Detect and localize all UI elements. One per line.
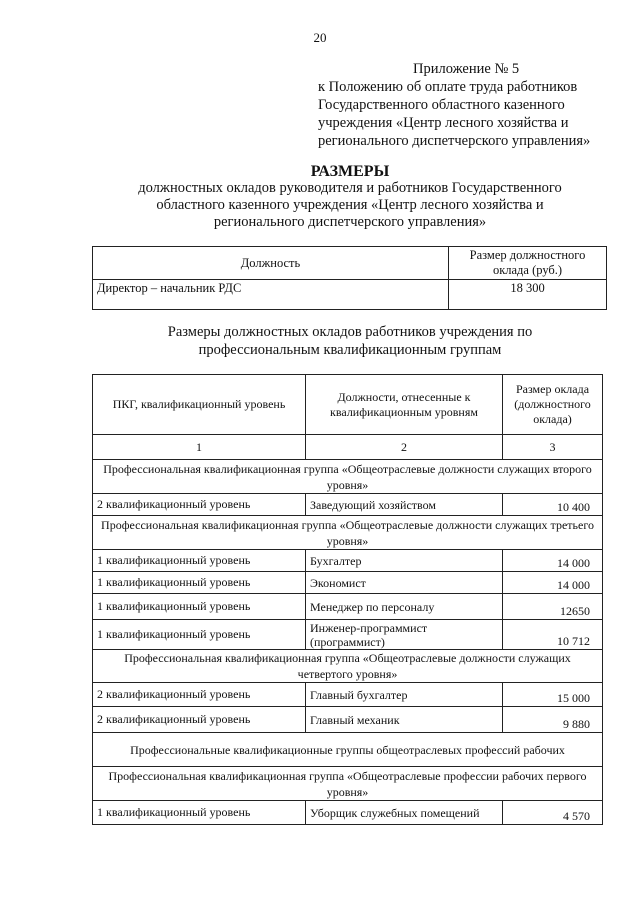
level-cell: 1 квалификационный уровень xyxy=(93,594,306,620)
appendix-line: учреждения «Центр лесного хозяйства и xyxy=(318,115,569,131)
page-number: 20 xyxy=(313,30,327,45)
salary-cell: 15 000 xyxy=(503,683,603,707)
group-title: Профессиональные квалификационные группы общеотраслевых профессий рабочих xyxy=(93,733,603,767)
subtitle-line: должностных окладов руководителя и работников Государственного xyxy=(138,180,562,196)
appendix-line: Государственного областного казенного xyxy=(318,97,565,113)
appendix-line: к Положению об оплате труда работников xyxy=(318,79,578,95)
salary-cell: 14 000 xyxy=(503,550,603,572)
salary-cell: 9 880 xyxy=(503,707,603,733)
salary-cell: 4 570 xyxy=(503,801,603,825)
column-header: ПКГ, квалификационный уровень xyxy=(93,375,306,435)
column-number: 3 xyxy=(503,435,603,460)
header-position: Должность xyxy=(93,247,449,280)
section-heading-line: профессиональным квалификационным группам xyxy=(198,342,502,358)
group-title: Профессиональная квалификационная группа «Общеотраслевые должности служащих второго уровня» xyxy=(93,460,603,494)
table-row xyxy=(93,550,603,572)
director-table xyxy=(92,246,607,310)
group-title: Профессиональная квалификационная группа «Общеотраслевые должности служащих третьего уровня» xyxy=(93,516,603,550)
position-cell: Бухгалтер xyxy=(306,550,503,572)
appendix-block xyxy=(318,60,628,150)
level-cell: 2 квалификационный уровень xyxy=(93,707,306,733)
table-row xyxy=(93,683,603,707)
table-row xyxy=(93,494,603,516)
position-cell: Главный бухгалтер xyxy=(306,683,503,707)
director-position: Директор – начальник РДС xyxy=(93,280,449,310)
level-cell: 1 квалификационный уровень xyxy=(93,572,306,594)
group-title: Профессиональная квалификационная группа «Общеотраслевые профессии рабочих первого уровня» xyxy=(93,767,603,801)
position-cell: Инженер-программист (программист) xyxy=(306,620,503,650)
table-row xyxy=(93,594,603,620)
salary-cell: 10 400 xyxy=(503,494,603,516)
group-title: Профессиональная квалификационная группа «Общеотраслевые должности служащих четвертого уровня» xyxy=(93,650,603,683)
section-heading-line: Размеры должностных окладов работников учреждения по xyxy=(167,324,533,340)
column-number: 2 xyxy=(306,435,503,460)
section-heading xyxy=(90,323,610,359)
appendix-number: Приложение № 5 xyxy=(413,61,520,77)
position-cell: Менеджер по персоналу xyxy=(306,594,503,620)
salary-cell: 12650 xyxy=(503,594,603,620)
position-cell: Уборщик служебных помещений xyxy=(306,801,503,825)
table-row xyxy=(93,620,603,650)
appendix-line: регионального диспетчерского управления» xyxy=(318,133,591,149)
level-cell: 1 квалификационный уровень xyxy=(93,801,306,825)
subtitle-line: областного казенного учреждения «Центр лесного хозяйства и xyxy=(156,197,544,213)
salary-cell: 10 712 xyxy=(503,620,603,650)
salary-cell: 14 000 xyxy=(503,572,603,594)
table-row xyxy=(93,707,603,733)
level-cell: 1 квалификационный уровень xyxy=(93,550,306,572)
level-cell: 2 квалификационный уровень xyxy=(93,683,306,707)
position-cell: Экономист xyxy=(306,572,503,594)
document-subtitle xyxy=(60,180,640,231)
document-title: РАЗМЕРЫ xyxy=(310,163,390,180)
pkg-table xyxy=(92,374,603,825)
position-cell: Заведующий хозяйством xyxy=(306,494,503,516)
director-salary: 18 300 xyxy=(449,280,607,310)
column-number: 1 xyxy=(93,435,306,460)
position-cell: Главный механик xyxy=(306,707,503,733)
subtitle-line: регионального диспетчерского управления» xyxy=(213,214,487,230)
level-cell: 2 квалификационный уровень xyxy=(93,494,306,516)
column-header: Должности, отнесенные к квалификационным уровням xyxy=(306,375,503,435)
header-salary: Размер должностного оклада (руб.) xyxy=(449,247,607,280)
table-row xyxy=(93,801,603,825)
column-header: Размер оклада (должностного оклада) xyxy=(503,375,603,435)
table-row xyxy=(93,572,603,594)
level-cell: 1 квалификационный уровень xyxy=(93,620,306,650)
